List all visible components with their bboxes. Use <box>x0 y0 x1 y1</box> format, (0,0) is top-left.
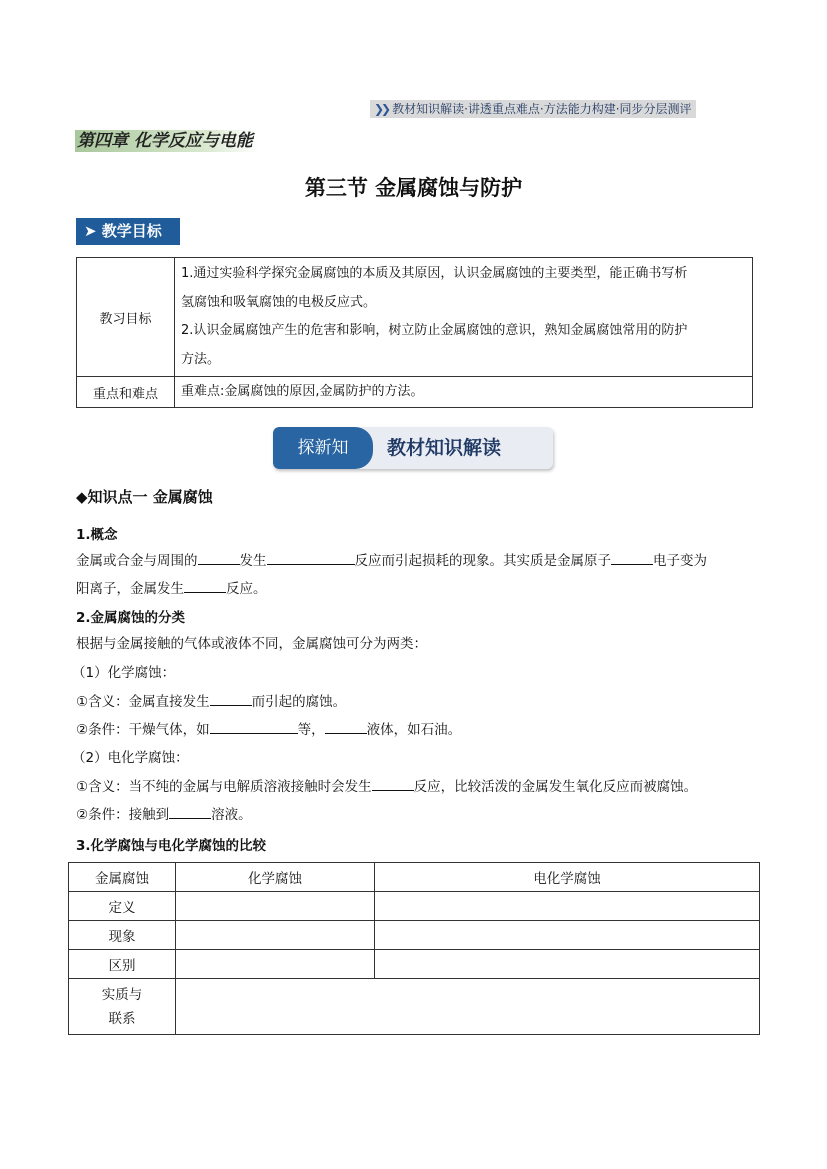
classification-heading: 2.金属腐蚀的分类 <box>76 610 186 626</box>
table-cell <box>176 979 760 1035</box>
row-label-line: 实质与 <box>101 986 143 1003</box>
goal-content <box>175 258 753 377</box>
text: 电子变为 <box>653 553 707 569</box>
fill-blank <box>184 578 226 593</box>
header-cell: 金属腐蚀 <box>69 863 176 892</box>
text: 等， <box>297 722 325 738</box>
keypoint-content: 重难点:金属腐蚀的原因,金属防护的方法。 <box>175 377 753 408</box>
text: 发生 <box>239 553 267 569</box>
banner-text: 教材知识解读·讲透重点难点·方法能力构建·同步分层测评 <box>392 102 692 116</box>
table-cell <box>176 921 375 950</box>
row-label: 现象 <box>69 921 176 950</box>
objectives-badge: ➤ 教学目标 <box>76 218 180 245</box>
section-title: 第三节 金属腐蚀与防护 <box>304 176 523 200</box>
header-cell: 电化学腐蚀 <box>375 863 760 892</box>
objectives-table <box>76 257 753 408</box>
comparison-heading: 3.化学腐蚀与电化学腐蚀的比较 <box>76 838 267 854</box>
text: 溶液。 <box>211 807 252 823</box>
table-row <box>77 377 753 408</box>
fill-blank <box>198 550 240 565</box>
classification-intro: 根据与金属接触的气体或液体不同，金属腐蚀可分为两类： <box>76 636 427 652</box>
table-row <box>69 863 760 892</box>
table-row <box>77 258 753 377</box>
row-label <box>69 979 176 1035</box>
table-row <box>69 892 760 921</box>
text: 阳离子，金属发生 <box>76 581 184 597</box>
fill-blank <box>267 550 355 565</box>
table-cell <box>176 892 375 921</box>
concept-heading: 1.概念 <box>76 527 118 543</box>
goal-line: 1.通过实验科学探究金属腐蚀的本质及其原因，认识金属腐蚀的主要类型，能正确书写析 <box>181 266 688 281</box>
text: ①含义：当不纯的金属与电解质溶液接触时会发生 <box>76 779 372 795</box>
fill-blank <box>372 776 414 791</box>
knowledge-point-title: ◆知识点一 金属腐蚀 <box>76 488 213 506</box>
fill-blank <box>210 691 252 706</box>
keypoint-label: 重点和难点 <box>77 377 175 408</box>
text: ②条件：干燥气体，如 <box>76 722 210 738</box>
electrochemical-heading: （2）电化学腐蚀： <box>72 750 189 766</box>
electrochemical-meaning <box>76 776 697 797</box>
text: 反应。 <box>226 581 267 597</box>
row-label: 区别 <box>69 950 176 979</box>
table-row <box>69 921 760 950</box>
text: 反应而引起损耗的现象。其实质是金属原子 <box>354 553 611 569</box>
goal-line: 方法。 <box>181 351 221 367</box>
double-chevron-right-icon: ❯❯ <box>374 102 389 116</box>
table-row <box>69 979 760 1035</box>
text: ①含义：金属直接发生 <box>76 694 210 710</box>
concept-line-2 <box>76 578 267 599</box>
electrochemical-condition <box>76 804 252 825</box>
goal-line: 氢腐蚀和吸氧腐蚀的电极反应式。 <box>181 294 377 310</box>
concept-line-1 <box>76 550 707 571</box>
table-row <box>69 950 760 979</box>
row-label-line: 联系 <box>108 1010 136 1027</box>
fill-blank <box>210 719 298 734</box>
goal-line: 2.认识金属腐蚀产生的危害和影响，树立防止金属腐蚀的意识，熟知金属腐蚀常用的防护 <box>181 323 688 338</box>
comparison-table <box>68 862 760 1035</box>
row-label: 定义 <box>69 892 176 921</box>
header-banner <box>370 100 696 118</box>
text: 液体，如石油。 <box>366 722 462 738</box>
chapter-title: 第四章 化学反应与电能 <box>75 130 259 152</box>
table-cell <box>375 892 760 921</box>
table-cell <box>375 921 760 950</box>
explore-banner <box>273 427 553 469</box>
chemical-meaning <box>76 691 346 712</box>
text: 反应，比较活泼的金属发生氧化反应而被腐蚀。 <box>413 779 698 795</box>
text: ②条件：接触到 <box>76 807 170 823</box>
goal-label: 教习目标 <box>77 258 175 377</box>
text: 而引起的腐蚀。 <box>251 694 347 710</box>
explore-banner-right: 教材知识解读 <box>387 437 502 459</box>
fill-blank <box>325 719 367 734</box>
table-cell <box>375 950 760 979</box>
header-cell: 化学腐蚀 <box>176 863 375 892</box>
text: 金属或合金与周围的 <box>76 553 198 569</box>
table-cell <box>176 950 375 979</box>
chemical-corrosion-heading: （1）化学腐蚀： <box>72 665 176 681</box>
chemical-condition <box>76 719 461 740</box>
fill-blank <box>169 804 211 819</box>
fill-blank <box>611 550 653 565</box>
explore-banner-left: 探新知 <box>273 427 373 469</box>
